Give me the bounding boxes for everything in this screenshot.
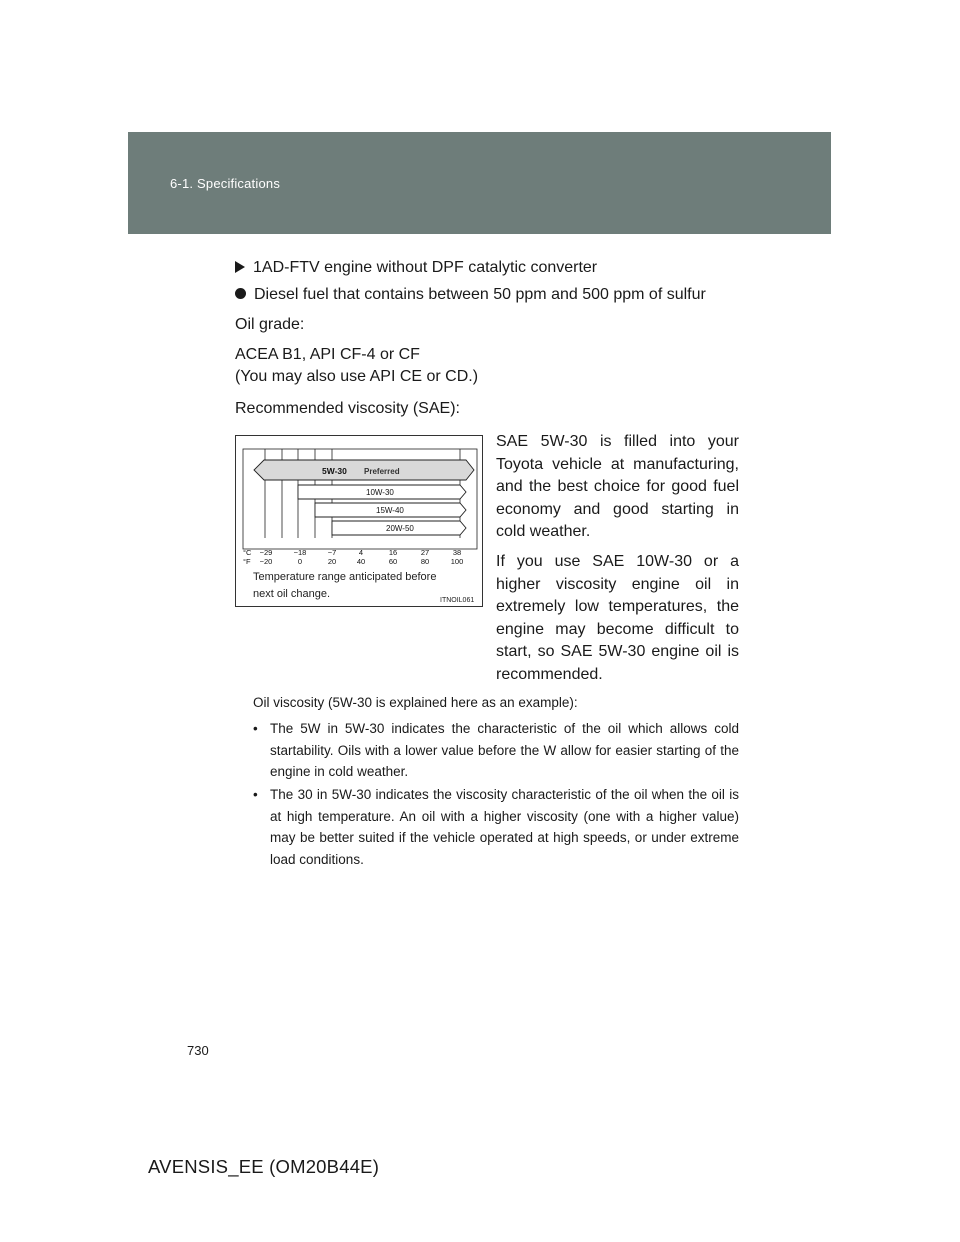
engine-heading [235, 257, 597, 279]
engine-heading-text: 1AD-FTV engine without DPF catalytic converter [253, 259, 598, 276]
bar-label-preferred: Preferred [364, 467, 400, 476]
bullet-icon: • [253, 721, 258, 736]
notes-item-2 [253, 784, 739, 870]
oil-grade-label: Oil grade: [235, 316, 305, 333]
fahrenheit-tick: 40 [356, 557, 366, 566]
celsius-tick: 16 [388, 548, 398, 557]
viscosity-chart-graphic [236, 436, 484, 608]
celsius-tick: 38 [452, 548, 462, 557]
right-paragraph-2: If you use SAE 10W-30 or a higher viscosity engine oil in extremely low temperatures, the engine may become difficult to start, so SAE 5W-30 engine oil is recommended. [496, 553, 739, 683]
figure-caption-line2: next oil change. [253, 588, 331, 600]
oil-grade-line2: (You may also use API CE or CD.) [235, 368, 479, 385]
fahrenheit-tick: 100 [450, 557, 464, 566]
fahrenheit-tick: 80 [420, 557, 430, 566]
bar-label-15w-40: 15W-40 [376, 506, 404, 515]
notes-item-1-text: The 5W in 5W-30 indicates the characteristic of the oil which allows cold startability. Oils with a lower value before the W allow for easier starting of the engine in cold weather. [270, 721, 739, 779]
fahrenheit-unit: °F [243, 557, 251, 566]
triangle-marker-icon [235, 257, 245, 279]
celsius-unit: °C [243, 548, 252, 557]
fuel-condition [235, 284, 706, 306]
bullet-icon: • [253, 787, 258, 802]
celsius-tick: −29 [259, 548, 273, 557]
notes-title: Oil viscosity (5W-30 is explained here as an example): [253, 695, 578, 710]
notes-item-1 [253, 718, 739, 783]
bar-label-5w-30: 5W-30 [322, 466, 347, 476]
figure-code: ITNOIL061 [440, 597, 475, 604]
bullet-dot-icon [235, 284, 246, 306]
figure-caption-line1: Temperature range anticipated before [253, 571, 437, 583]
fahrenheit-tick: 20 [327, 557, 337, 566]
celsius-tick: 4 [358, 548, 364, 557]
page-number: 730 [187, 1043, 209, 1058]
fahrenheit-tick: 0 [297, 557, 303, 566]
bar-label-10w-30: 10W-30 [366, 488, 394, 497]
section-header-band [128, 132, 831, 234]
fahrenheit-tick: −20 [259, 557, 273, 566]
bar-label-20w-50: 20W-50 [386, 524, 414, 533]
section-title: 6-1. Specifications [170, 176, 281, 191]
oil-grade-line1: ACEA B1, API CF-4 or CF [235, 346, 420, 363]
viscosity-label: Recommended viscosity (SAE): [235, 400, 460, 417]
fahrenheit-tick: 60 [388, 557, 398, 566]
celsius-tick: −18 [293, 548, 307, 557]
document-footer: AVENSIS_EE (OM20B44E) [148, 1156, 380, 1177]
celsius-tick: −7 [327, 548, 337, 557]
celsius-tick: 27 [420, 548, 430, 557]
viscosity-chart [235, 435, 483, 607]
right-paragraph-1: SAE 5W-30 is filled into your Toyota vehicle at manufacturing, and the best choice for good fuel economy and good starting in cold weather. [496, 433, 739, 540]
fuel-condition-text: Diesel fuel that contains between 50 ppm and 500 ppm of sulfur [254, 286, 706, 303]
notes-item-2-text: The 30 in 5W-30 indicates the viscosity characteristic of the oil when the oil is at high temperature. An oil with a higher viscosity (one with a higher value) may be better suited if the vehicle operated at high speeds, or under extreme load conditions. [270, 787, 739, 867]
